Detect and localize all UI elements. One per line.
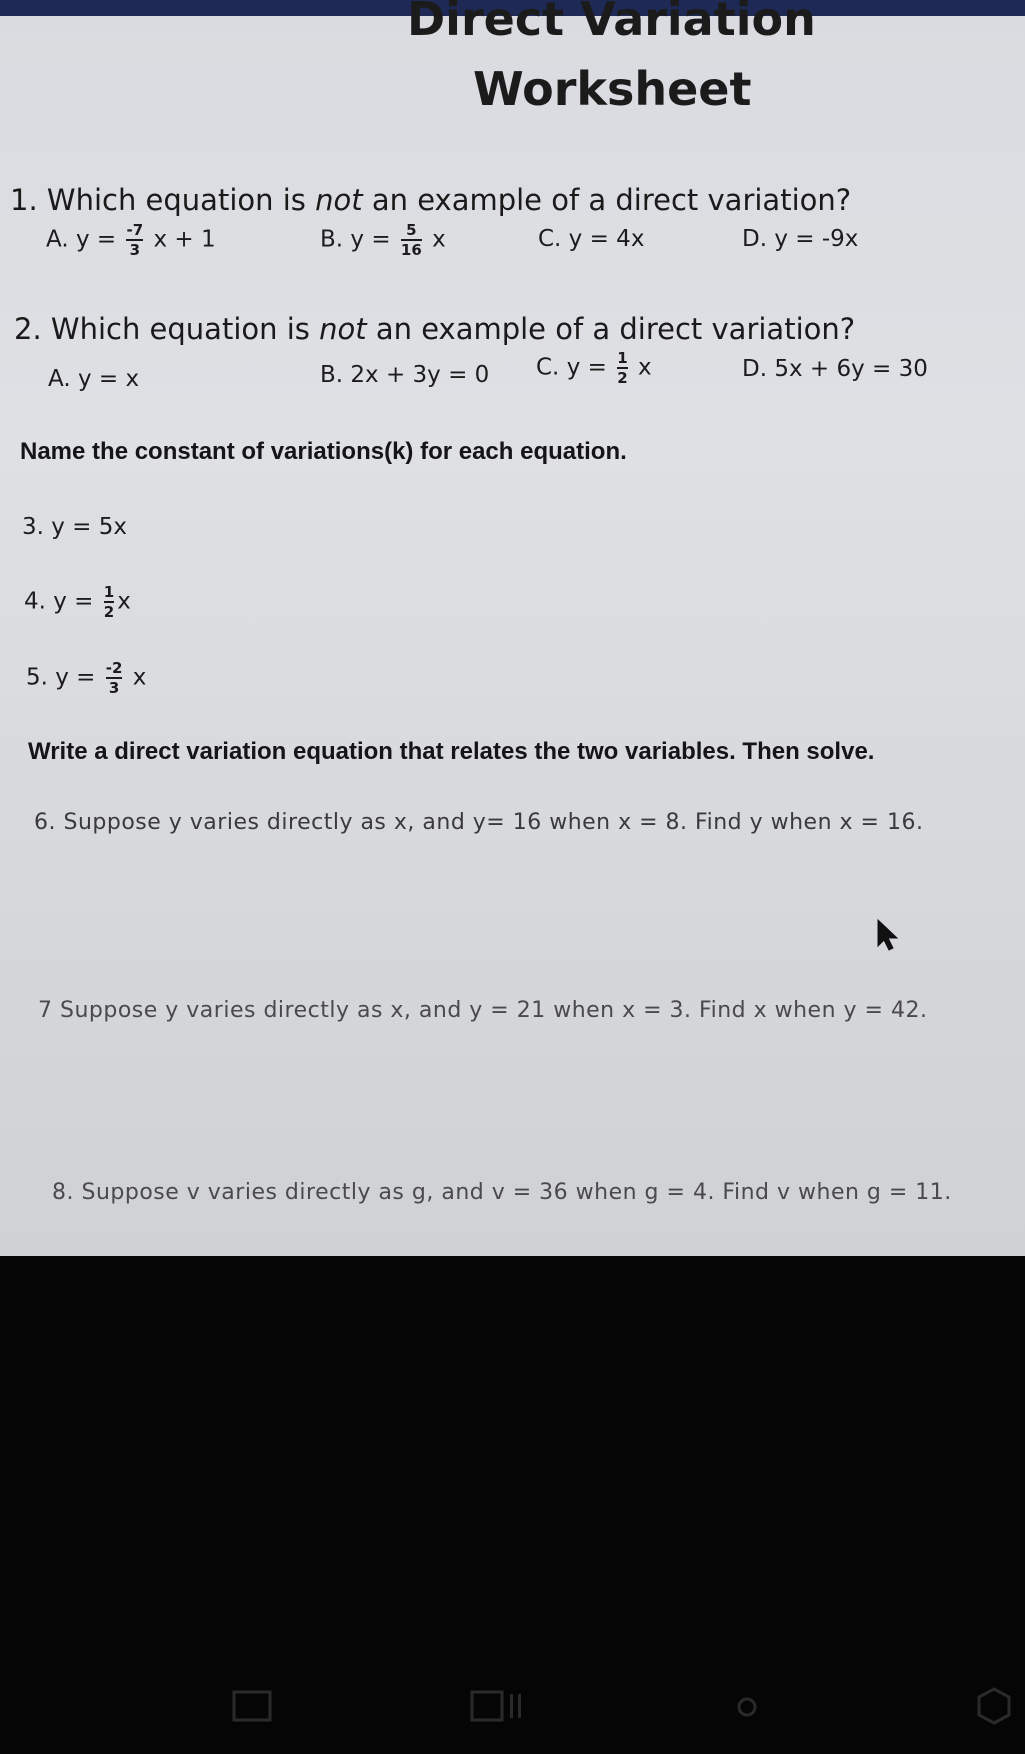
fraction: $\frac{1}{2}$ [103, 583, 115, 621]
cursor-arrow-icon [876, 918, 902, 952]
q1-option-d: D. y = -9x [742, 226, 859, 252]
title-line-1: Direct Variation [407, 0, 816, 46]
recent-apps-icon[interactable] [470, 1690, 528, 1724]
question-4: 4. y = $\frac{1}{2}$ x [24, 583, 131, 621]
question-1: 1. Which equation is not an example of a direct variation? [10, 183, 852, 217]
q2-option-b: B. 2x + 3y = 0 [320, 362, 490, 388]
fraction: $\frac{-7}{3}$ [126, 221, 144, 259]
title-line-2: Worksheet [473, 62, 752, 116]
q1-option-a: A. y = $\frac{-7}{3}$ x + 1 [46, 221, 216, 259]
q2-option-c: C. y = $\frac{1}{2}$ x [536, 349, 652, 387]
q2-option-d: D. 5x + 6y = 30 [742, 356, 928, 382]
question-2: 2. Which equation is not an example of a direct variation? [14, 312, 856, 346]
question-8: 8. Suppose v varies directly as g, and v = 36 when g = 4. Find v when g = 11. [52, 1180, 952, 1205]
fraction: $\frac{1}{2}$ [617, 349, 628, 387]
fraction: $\frac{5}{16}$ [400, 221, 422, 259]
assistant-icon[interactable] [974, 1686, 1014, 1726]
section-heading-constant: Name the constant of variations(k) for each equation. [20, 438, 627, 465]
section-heading-write: Write a direct variation equation that relates the two variables. Then solve. [28, 738, 875, 765]
question-5: 5. y = $\frac{-2}{3}$ x [26, 659, 147, 697]
q2-option-a: A. y = x [48, 366, 140, 392]
fraction: $\frac{-2}{3}$ [105, 659, 123, 697]
back-icon[interactable] [232, 1690, 274, 1724]
question-7: 7 Suppose y varies directly as x, and y = 21 when x = 3. Find x when y = 42. [38, 998, 928, 1023]
navigation-bar [0, 1660, 1025, 1754]
question-3: 3. y = 5x [22, 514, 128, 540]
home-icon[interactable] [736, 1696, 758, 1718]
question-6: 6. Suppose y varies directly as x, and y= 16 when x = 8. Find y when x = 16. [34, 810, 924, 835]
q1-option-b: B. y = $\frac{5}{16}$ x [320, 221, 446, 259]
q1-option-c: C. y = 4x [538, 226, 645, 252]
